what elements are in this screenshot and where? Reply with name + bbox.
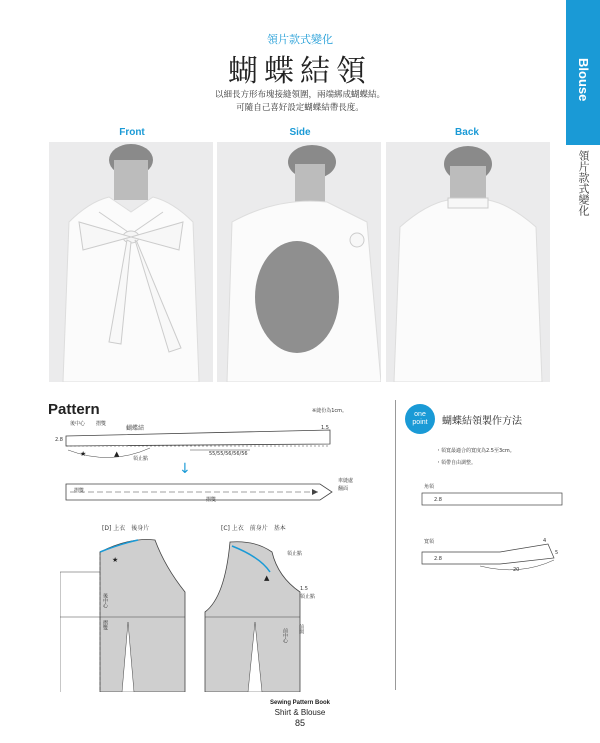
front-stop-point: 領止點 bbox=[287, 551, 303, 557]
arrow-down-icon: ↓ bbox=[179, 461, 191, 477]
bodice-pattern-diagram bbox=[60, 532, 320, 692]
bow-sewing-label: 車縫處 bbox=[338, 478, 354, 484]
back-center-label: 後中心 bbox=[102, 593, 108, 608]
one-point-title: 蝴蝶結領製作方法 bbox=[442, 416, 522, 427]
side-tab-label: Blouse bbox=[576, 58, 591, 102]
front-stop-point-2: 領止點 bbox=[300, 594, 316, 600]
bow-grain-label: 摺雙 bbox=[206, 497, 217, 503]
photo-side bbox=[217, 142, 381, 382]
diagram2-label: 寬領 bbox=[424, 539, 435, 545]
view-label-front: Front bbox=[119, 127, 145, 138]
bow-turn-label: 翻面 bbox=[338, 486, 349, 492]
diagram2-b: 5 bbox=[555, 550, 559, 556]
bow-dim-right: 1.5 bbox=[321, 425, 329, 431]
one-point-note-2: ・領帶自由調整。 bbox=[436, 460, 477, 466]
footer-book-line1: Sewing Pattern Book bbox=[269, 700, 330, 706]
svg-text:★: ★ bbox=[80, 450, 87, 458]
diagram2-a: 4 bbox=[543, 538, 547, 544]
front-bodice-title: [C] 上衣 前身片 基本 bbox=[221, 525, 286, 532]
bow-pattern bbox=[50, 420, 350, 480]
description-line-1: 以細長方形布塊接縫領圍，兩端綁成蝴蝶結。 bbox=[214, 90, 385, 100]
photo-back bbox=[386, 142, 550, 382]
bow-fold-label: 摺雙 bbox=[96, 421, 107, 427]
bow-folded-fold-label: 摺雙 bbox=[74, 488, 85, 494]
one-point-badge-line1: one bbox=[414, 411, 426, 418]
section-divider bbox=[395, 400, 396, 690]
diagram1 bbox=[420, 490, 570, 510]
bow-folded-pattern bbox=[50, 476, 350, 506]
front-center-label: 前中心 bbox=[282, 628, 288, 643]
bow-center-label: 後中心 bbox=[70, 421, 86, 427]
diagram2 bbox=[420, 536, 570, 576]
footer-book-line2: Shirt & Blouse bbox=[274, 708, 326, 717]
diagram1-dim: 2.8 bbox=[434, 497, 442, 503]
one-point-badge bbox=[405, 404, 435, 434]
one-point-note-1: ・領寬最適合的寬度為2.5至3cm。 bbox=[436, 448, 515, 454]
svg-text:▲: ▲ bbox=[114, 450, 120, 458]
bow-name-label: 蝴蝶結 bbox=[126, 425, 145, 432]
view-label-back: Back bbox=[455, 127, 479, 138]
back-fold-label: 摺雙 bbox=[102, 620, 108, 630]
description-line-2: 可隨自己喜好設定蝴蝶結帶長度。 bbox=[236, 103, 364, 113]
bow-dim-left: 2.8 bbox=[55, 437, 63, 443]
front-dim: 1.5 bbox=[300, 586, 308, 592]
page-title: 蝴蝶結領 bbox=[228, 54, 372, 89]
svg-text:★: ★ bbox=[112, 556, 119, 564]
one-point-badge-line2: point bbox=[412, 419, 428, 426]
diagram1-label: 角領 bbox=[424, 484, 435, 490]
view-label-side: Side bbox=[289, 127, 311, 138]
photo-front bbox=[49, 142, 213, 382]
pattern-heading: Pattern bbox=[48, 401, 100, 418]
bow-stop-point: 領止點 bbox=[133, 456, 149, 462]
svg-text:▲: ▲ bbox=[264, 574, 270, 582]
side-category-label: 領片款式變化 bbox=[577, 150, 590, 216]
seam-allowance-note: ※縫份為1cm。 bbox=[312, 408, 347, 414]
section-subtitle: 領片款式變化 bbox=[267, 33, 333, 46]
bow-length-values: 55/55/56/56/56 bbox=[209, 451, 248, 457]
diagram2-length: 20 bbox=[513, 567, 520, 573]
diagram2-dim: 2.8 bbox=[434, 556, 442, 562]
page-number: 85 bbox=[294, 718, 305, 728]
front-open-label: 前開 bbox=[298, 624, 304, 634]
back-bodice-title: [D] 上衣 後身片 bbox=[102, 525, 150, 532]
